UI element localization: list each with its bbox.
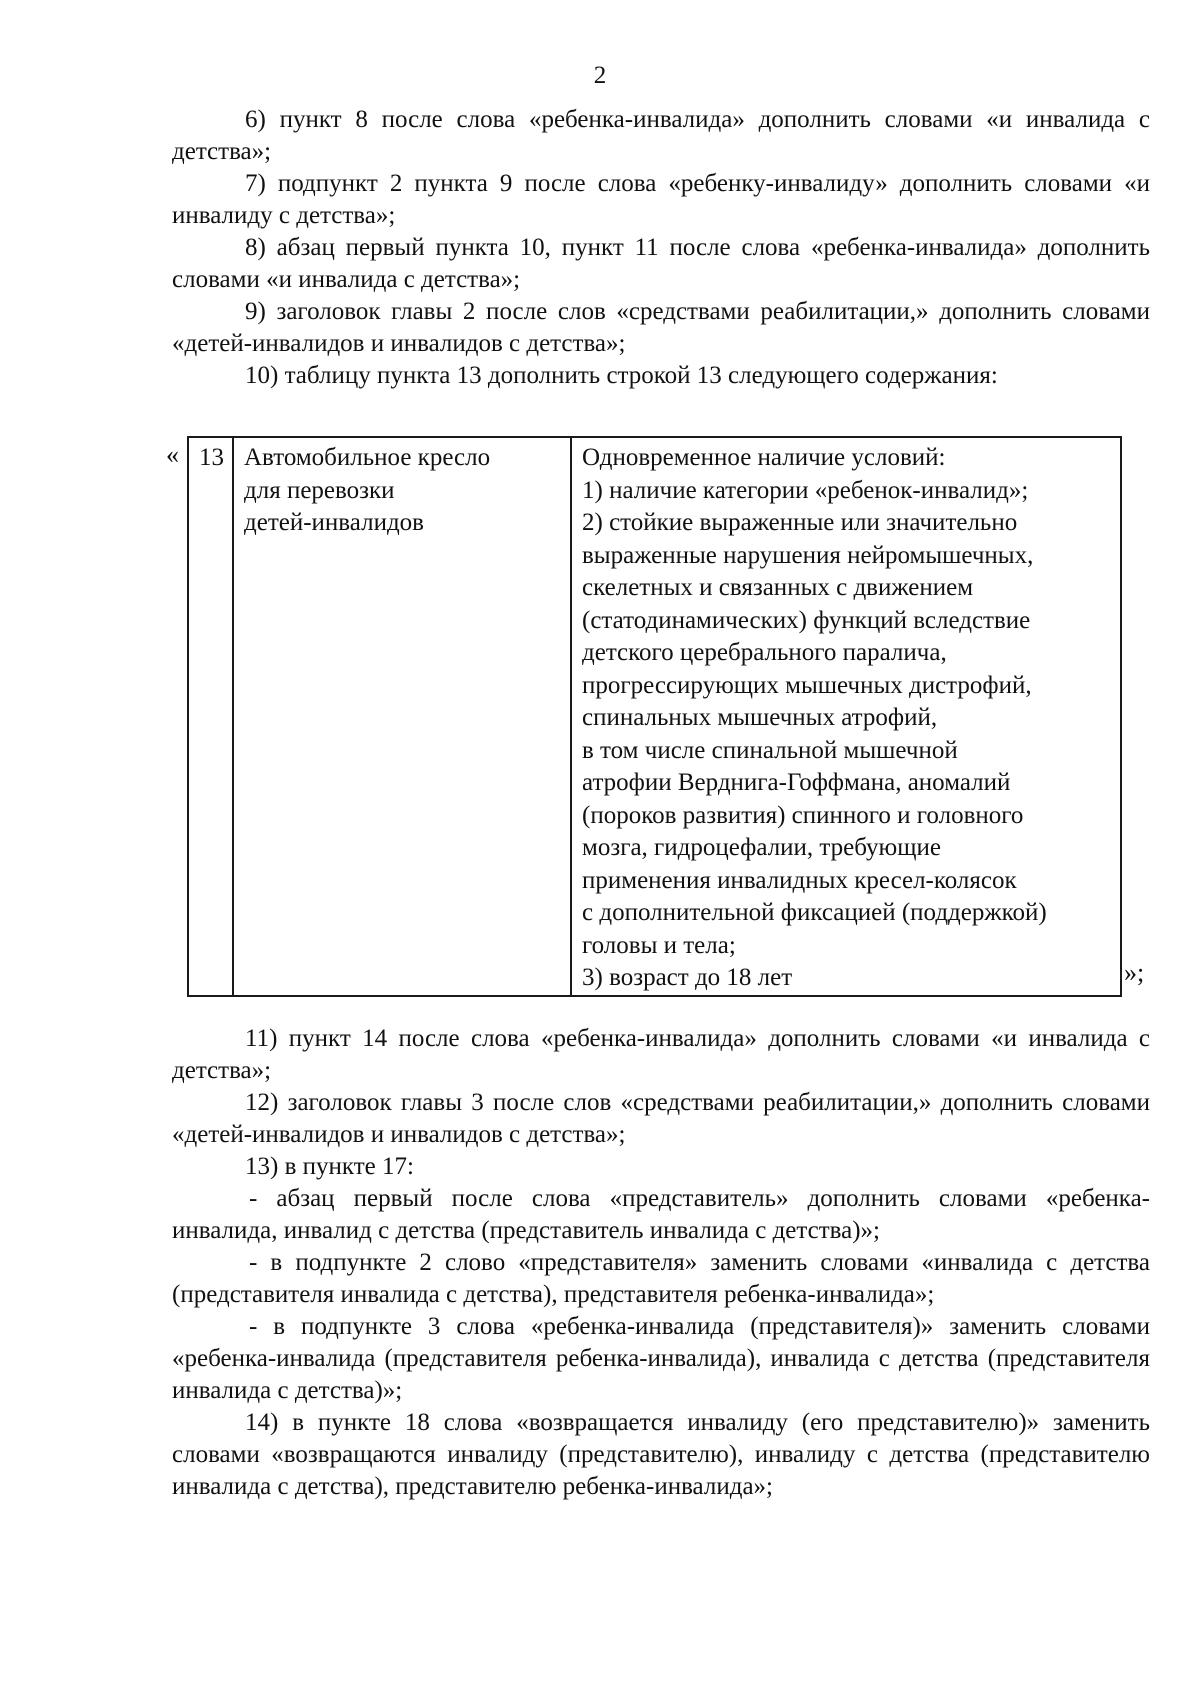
table-close-quote: »;: [1124, 958, 1145, 987]
amendment-subitem: - в подпункте 3 слова «ребенка-инвалида (представителя)» заменить словами «ребенка-инвалида (представителя ребенка-инвалида), инвалида с детства (представителя инвалида с детства)»;: [172, 1313, 1150, 1404]
condition-line: спинальных мышечных атрофий,: [582, 704, 938, 731]
condition-line: в том числе спинальной мышечной: [582, 736, 958, 764]
amendment-item-10: 10) таблицу пункта 13 дополнить строкой 13 следующего содержания:: [245, 362, 998, 389]
amendment-item-6: 6) пункт 8 после слова «ребенка-инвалида» дополнить словами «и инвалида с детства»;: [172, 106, 1150, 165]
amendment-table: [187, 436, 1122, 997]
amendment-item-8: 8) абзац первый пункта 10, пункт 11 после слова «ребенка-инвалида» дополнить словами «и инвалида с детства»;: [172, 234, 1150, 293]
amendment-item-11: 11) пункт 14 после слова «ребенка-инвалида» дополнить словами «и инвалида с детства»;: [172, 1025, 1150, 1084]
amendments-before-table: [172, 104, 1150, 392]
amendment-item-7: 7) подпункт 2 пункта 9 после слова «ребенку-инвалиду» дополнить словами «и инвалиду с детства»;: [172, 170, 1150, 229]
amendment-item-13: 13) в пункте 17:: [245, 1153, 414, 1180]
condition-line: (статодинамических) функций вследствие: [582, 606, 1031, 634]
row-number-cell: 13: [188, 437, 233, 996]
amendment-item-14: 14) в пункте 18 слова «возвращается инвалиду (его представителю)» заменить словами «возвращаются инвалиду (представителю), инвалиду с детства (представителю инвалида с детства), представителю ребенка-инвалида»;: [172, 1409, 1150, 1500]
condition-line: (пороков развития) спинного и головного: [582, 801, 1024, 829]
item-name-line: Автомобильное кресло: [244, 444, 491, 471]
conditions-cell: [571, 437, 1121, 996]
condition-line: применения инвалидных кресел-колясок: [582, 866, 1017, 894]
amendment-subitem: - в подпункте 2 слово «представителя» заменить словами «инвалида с детства (представителя инвалида с детства), представителя ребенка-инвалида»;: [172, 1249, 1150, 1308]
condition-line: 3) возраст до 18 лет: [582, 964, 793, 991]
item-name-cell: [233, 437, 571, 996]
condition-line: скелетных и связанных с движением: [582, 574, 974, 601]
amendments-after-table: [172, 1023, 1150, 1503]
item-name-line: детей-инвалидов: [244, 509, 424, 536]
condition-line: детского церебрального паралича,: [582, 639, 947, 666]
condition-line: Одновременное наличие условий:: [582, 444, 946, 471]
condition-line: головы и тела;: [582, 931, 736, 959]
condition-line: 2) стойкие выраженные или значительно: [582, 509, 1018, 536]
table-row-13: [188, 437, 1121, 996]
condition-line: прогрессирующих мышечных дистрофий,: [582, 671, 1032, 699]
condition-line: выраженные нарушения нейромышечных,: [582, 541, 1034, 569]
item-name-line: для перевозки: [244, 476, 395, 504]
condition-line: с дополнительной фиксацией (поддержкой): [582, 899, 1047, 926]
condition-line: атрофии Верднига-Гоффмана, аномалий: [582, 769, 1011, 796]
table-open-quote: «: [166, 440, 179, 469]
amendment-item-12: 12) заголовок главы 3 после слов «средствами реабилитации,» дополнить словами «детей-инвалидов и инвалидов с детства»;: [172, 1089, 1150, 1148]
condition-line: 1) наличие категории «ребенок-инвалид»;: [582, 476, 1029, 504]
amendment-item-9: 9) заголовок главы 2 после слов «средствами реабилитации,» дополнить словами «детей-инвалидов и инвалидов с детства»;: [172, 298, 1150, 357]
condition-line: мозга, гидроцефалии, требующие: [582, 834, 941, 861]
amendment-subitem: - абзац первый после слова «представитель» дополнить словами «ребенка-инвалида, инвалид с детства (представитель инвалида с детства)»;: [172, 1185, 1150, 1244]
page-number: 2: [593, 62, 607, 89]
